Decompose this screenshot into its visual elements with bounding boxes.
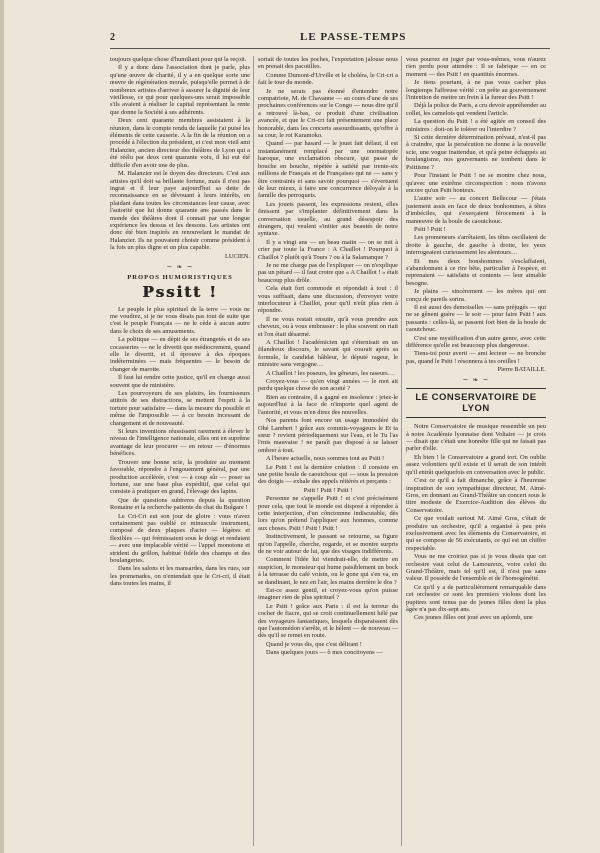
paragraph: Il faut lui rendre cette justice, qu'il en change aussi souvent que de ministère. (110, 374, 250, 389)
paragraph: Pour l'instant le Psitt ! ne se montre chez nous, qu'avec une extrême circonspection : nous n'avons encore qu'un Psitt honteux. (406, 172, 546, 194)
paragraph: Eh bien ! le Conservatoire a grand tort. On oublie assez volontiers qu'il existe et il serait de son intérêt qu'il entrât quelquefois en conversation avec le public. (406, 453, 546, 476)
section-heading: LE CONSERVATOIRE DE LYON (415, 392, 537, 415)
author-signature: Pierre BATAILLE. (497, 366, 546, 374)
paragraph: C'est une mystification d'un autre genre, avec cette différence qu'elle est beaucoup plus dangereuse. (406, 334, 546, 350)
paragraph: Le Cri-Cri eut son jour de gloire : vous n'avez certainement pas oublié ce minuscule instrument, composé de deux plaques d'acier — légères et flexibles — qui frémissaient sous le doigt et rendaient — avec une implacable vérité — l'appel monotone et strident du grillon, habitué fidèle des champs et des boulangeries. (110, 512, 250, 564)
paragraph: Que de questions subtreres depuis la question Romaine et la recherche patiente du chat du Bulgare ! (110, 496, 250, 512)
paragraph: Les pourvoyeurs de ses plaisirs, les fournisseurs attitrés de ses distractions, se mettent l'esprit à la torture pour satisfaire — dans la mesure du possible et même de l'impossible — à ce besoin incessant de changement et de nouveauté. (110, 390, 250, 427)
paragraph: Il ne vous restait ensuite, qu'à vous prendre aux cheveux, ou à vous embrasser : le plus souvent on riait et l'on était désarmé. (258, 315, 398, 338)
paragraph: Le Psitt ! est la dernière création : il consiste en une petite boule de caoutchouc qui — sous la pression des doigts — exhale des appels réitérés et perçants : (258, 463, 398, 486)
paragraph: Cela était fort commode et répondait à tout : il vous suffisait, dans une discussion, d'envoyer votre interlocuteur à Chaillot, pour qu'il n'eût plus rien à répondre. (258, 285, 398, 315)
paragraph: Croyez-vous — qu'en vingt années — le mot ait perdu quelque chose de son acuité ? (258, 378, 398, 393)
paragraph: Ce qu'il y a de particulièrement remarquable dans cet orchestre ce sont les premiers violons dont les pupitres sont tenus par de jeunes filles dont la plus âgée n'a pas dix-sept ans. (406, 583, 546, 613)
author-signature: LUCIEN. (224, 252, 250, 260)
header-rule (110, 48, 550, 49)
paragraph: Le peuple le plus spirituel de la terre — vous ne me voudrez, si je ne vous disais pas tout de suite que c'est le peuple Français — ne le cède à aucun autre dans le choix de ses amusements. (110, 305, 250, 335)
page-header (110, 32, 550, 46)
paragraph: Trouver une bonne scie, la produire au moment favorable, répondre à l'engouement général, par une production accélérée, c'est — à coup sûr — poser sa fortune, sur une base plus expéditif, que celui qui consiste à pratiquer en grand, l'élevage des lapins. (110, 458, 250, 496)
paragraph: Les jouets passent, les expressions restent, elles finissent par s'implanter définitivement dans la conversation usuelle, au grand désespoir des étrangers, qui veulent s'initier aux beautés de notre syntaxe. (258, 200, 398, 238)
paragraph: A Chaillot ! les poseurs, les gêneurs, les raseurs… (266, 369, 395, 377)
paragraph: Ces jeunes filles ont joué avec un aplomb, une (414, 614, 533, 622)
paragraph: Si leurs inventions réussissent rarement à élever le niveau de l'intelligence nationale, elles ont en suprême avantage de leur procurer — en retour — d'énormes bénéfices. (110, 428, 250, 458)
column-rule (253, 56, 254, 846)
paragraph: vous pourrez en juger par vous-mêmes, vous n'aurez rien perdu pour attendre : Il se fabrique — en ce moment — des Psitt ! en quantités énormes. (406, 56, 546, 78)
page-binding-edge (0, 0, 4, 853)
article-title: Pssitt ! (142, 282, 218, 301)
section-title: PROPOS HUMORISTIQUES (127, 273, 233, 281)
column-2 (258, 56, 398, 658)
paragraph: A Chaillot ! l'académicien qui s'éternisait en un filandreux discours, le savant qui courait après sa formule, le candidat hâbleur, le député rageur, le ministre sans vergogne… (258, 339, 398, 369)
paragraph: Il y a vingt ans — un beau matin — on se mit à crier par toute la France : A Chaillot ! Pourquoi à Chaillot ? plutôt qu'à Tours ? ou à la Salamanque ? (258, 238, 398, 261)
paragraph: Je plains — sincèrement — les mères qui ont conçu de pareils sorins. (406, 288, 546, 303)
paragraph: Est-ce assez gentil, et croyez-vous qu'on puisse imaginer rien de plus spirituel ? (258, 587, 398, 602)
paragraph: Et mes deux bonshommes s'esclaffaient, s'abandonnant à ce rire bête, particulier à l'espèce, et reprenaient — satisfaits et contents — leur aimable besogne. (406, 257, 546, 287)
column-rule (401, 56, 402, 846)
paragraph: Vous ne me croiriez pas si je vous disais que cet orchestre vaut celui de Lamoureux, voire celui du Grand-Théâtre, mais tel qu'il est, il n'est pas sans valeur. Il possède de l'ensemble et de l'homogénéité. (406, 553, 546, 583)
paragraph: Quand — par hasard — le jouet fait défaut, il est instantanément remplacé par une onomatopée baroque, une exclamation obscure, qui passe de bouche en bouche, répétée à satiété par trente-six millions de Français et de Françaises qui ne — sans y être contraints et sans savoir pourquoi — s'évertuent de leur mieux, à faire une concurrence déloyale à la famille des perroquets. (258, 140, 398, 200)
running-title: LE PASSE-TEMPS (300, 31, 407, 43)
paragraph: Dans quelques jours — ô mes concitoyens — (266, 649, 383, 657)
paragraph: M. Halanzier est le doyen des directeurs. C'est aux artistes qu'il doit sa brillante fortune, mais il n'est pas ingrat et il leur paye aujourd'hui sa dette de reconnaissance en se dévouant à leurs intérêts, en plaidant dans toutes les circonstances leur cause, avec l'autorité que lui donne quarante ans passés dans le monde des théâtres dont il connait par une longue expérience les dessus et les dessous. Les artistes ont donc été bien inspirés en renouvelant le mandat de Halanzier. Ils ne pouvaient choisir comme président à la fois un plus digne et un plus capable. (110, 170, 250, 252)
paragraph: Il y a donc dans l'association dont je parle, plus qu'une œuvre de charité, il y a en quelque sorte une œuvre de régénération morale, puisqu'elle permet à de nombreux artistes d'arriver à assurer la dignité de leur vieillesse, ce qui pour quelques-uns serait impossible s'ils avaient à réaliser le capital représentant la rente que donne la Société à ses adhérents. (110, 64, 250, 116)
paragraph: Si cette dernière détermination prévaut, n'est-il pas à craindre, que la persécution ne donne à la nouvelle scie, une vogue inattendue, et qu'à peine échappés au boulangisme, nos gouvernants ne tombent dans le Psittisme ? (406, 134, 546, 171)
paragraph: C'est ce qu'il a fait dimanche, grâce à l'heureuse inspiration de son sympathique directeur, M. Aimé-Gros, en donnant au Grand-Théâtre un concert sous le titre modeste de Exercice-Audition des élèves du Conservatoire. (406, 477, 546, 514)
paragraph: Je tiens pourtant, à ne pas vous cacher plus longtemps l'affreuse vérité : on prête au gouvernement l'intention de mettre un frein à la fureur des Psitt ! (406, 79, 546, 102)
paragraph: toujours quelque chose d'humiliant pour qui la reçoit. (110, 56, 247, 63)
paragraph: Comment l'idée lui viendrait-elle, de mettre en suspicion, le monsieur qui hume paisiblement un bock à la terrasse du café voisin, ou le gone qui s'en va, en se dandinant, le nez en l'air, les mains derrière le dos ? (258, 556, 398, 586)
paragraph: Les promeneurs s'arrêtaient, les têtes oscillaient de droite à gauche, de gauche à droite, les yeux interrogeaient curieusement les alentours… (406, 234, 546, 257)
paragraph: Dans les salons et les mansardes, dans les rues, sur les promenades, on n'entendait que le Cri-cri, il était dans toutes les mains, il (110, 565, 250, 588)
paragraph: Je ne me charge pas de l'expliquer — on n'explique pas un pétard — il faut croire que « A Chaillot ! » était beaucoup plus drôle. (258, 261, 398, 284)
page-number: 2 (110, 32, 115, 43)
paragraph: Le Psitt ! grâce aux Paris : il est la terreur du cocher de fiacre, qui se croit continuellement hélé par des voyageurs fantastiques, lesquels disparaissent dès que l'automédon s'arrête, et le hèlent — de nouveau — dès qu'il se remet en route. (258, 602, 399, 640)
ornament-divider: ~ ❧ ~ (462, 376, 490, 385)
paragraph: La question du Psitt ! a été agitée en conseil des ministres : doit-on le tolérer ou l'interdire ? (406, 118, 546, 133)
paragraph: Quand je vous dis, que c'est délirant ! (266, 640, 362, 648)
paragraph: Deux cent quarante membres assistaient à la réunion, dans le compte rendu de laquelle j'ai puisé les éléments de cette causerie. A la fin de la réunion on a procédé à l'élection du président, et c'est mon vieil ami Halanzier, ancien directeur des théâtres de Lyon qui a été réélu par deux cent quarante voix, il lui eut été difficile d'en avoir une de plus. (110, 117, 251, 169)
ornament-divider: ~ ❧ ~ (166, 262, 194, 271)
paragraph: L'autre soir — au concert Bellecour — j'étais justement assis en face de deux bonhommes, à têtes d'imbéciles, qui s'exerçaient férocement à la manœuvre de la boule de caoutchouc. (406, 195, 546, 225)
paragraph: Instinctivement, le passant se retourne, sa figure qu'on l'appelle, cherche, regarde, et se montre surpris de ne voir autour de lui, que des visages indifférents. (258, 533, 398, 555)
paragraph: La politique — en dépit de ses étrangetés et de ses cocasseries — ne le divertit que médiocrement, quand elle le divertit, et il éprouve à des époques indéterminées — mais fréquentes — le besoin de changer de marotte. (110, 336, 250, 373)
paragraph: Il est aussi des demoiselles — sans préjugés — qui ne se gênent guère — le soir — pour faire Psitt ! aux passants : celles-là, se passent fort bien de la boule de caoutchouc. (406, 304, 546, 334)
paragraph: Tiens-toi pour averti — ami lecteur — ne bronche pas, quand le Psitt ! résonnera à tes oreilles ! (406, 350, 546, 365)
paragraph: Nos parents font encore un usage immodéré du Ohé Lambert ! grâce aux commis-voyageurs le Et ta sœur ? revient périodiquement sur l'eau, et le Tu l'as l'rnis mauvaise ! ne paraît pas disposé à se laisser ombrer à tout. (258, 417, 398, 454)
section-heading-box (406, 388, 546, 418)
paragraph: sortait de toutes les poches, l'exportation jalouse nous en prenait des pacotilles. (258, 56, 398, 71)
paragraph: Déjà la police de Paris, a cru devoir appréhender au collet, les camelots qui vendent l'article. (406, 102, 547, 117)
paragraph: Personne ne s'appelle Psitt ! et c'est précisément pour cela, que tout le monde est disposé à répondre à cette interjection, d'un cônctonnne indiscutable, dès lors qu'on prétend l'appliquer aux hommes, comme aux choses. Psitt ! Psitt ! Psitt ! (258, 495, 398, 532)
column-1 (110, 56, 250, 589)
paragraph: Ce que voulait surtout M. Aimé Gros, c'était de produire un orchestre, qu'il a organisé à peu près exclusivement avec les éléments du Conservatoire, et qui se compose de 56 exécutants, ce qui est un chiffre respectable. (406, 515, 546, 552)
paragraph: A l'heure actuelle, nous sommes tout au Psitt ! (266, 455, 385, 463)
paragraph: Notre Conservatoire de musique ressemble un peu à notre Académie lyonnaise dont Voltaire — je crois — disait que c'était une honnête fille qui ne faisait pas parler d'elle. (406, 423, 546, 453)
paragraph: Je ne serais pas étonné d'entendre notre compatriote, M. de Chavanne — au cours d'une de ses prochaines conférences sur le Congo — nous dire qu'il a retrouvé là-bas, ce produit d'une civilisation avancée, et que le Cri-cri fait présentement une place honorable, dans les concerts assourdissants, qu'offre à sa cour, le roi Karamoko. (258, 87, 398, 140)
paragraph: Psitt ! Psitt ! (414, 225, 446, 233)
column-3 (406, 56, 546, 623)
paragraph: Comme Dumont-d'Urville et le choléra, le Cri-cri a fait le tour du monde. (258, 71, 398, 87)
paragraph: Psitt ! Psitt ! Psitt ! (303, 486, 353, 494)
paragraph: Bien au contraire, il a gagné en insolence : jetez-le aujourd'hui à la face de n'importe quel agent de l'autorité, et vous m'en direz des nouvelles. (258, 393, 398, 416)
